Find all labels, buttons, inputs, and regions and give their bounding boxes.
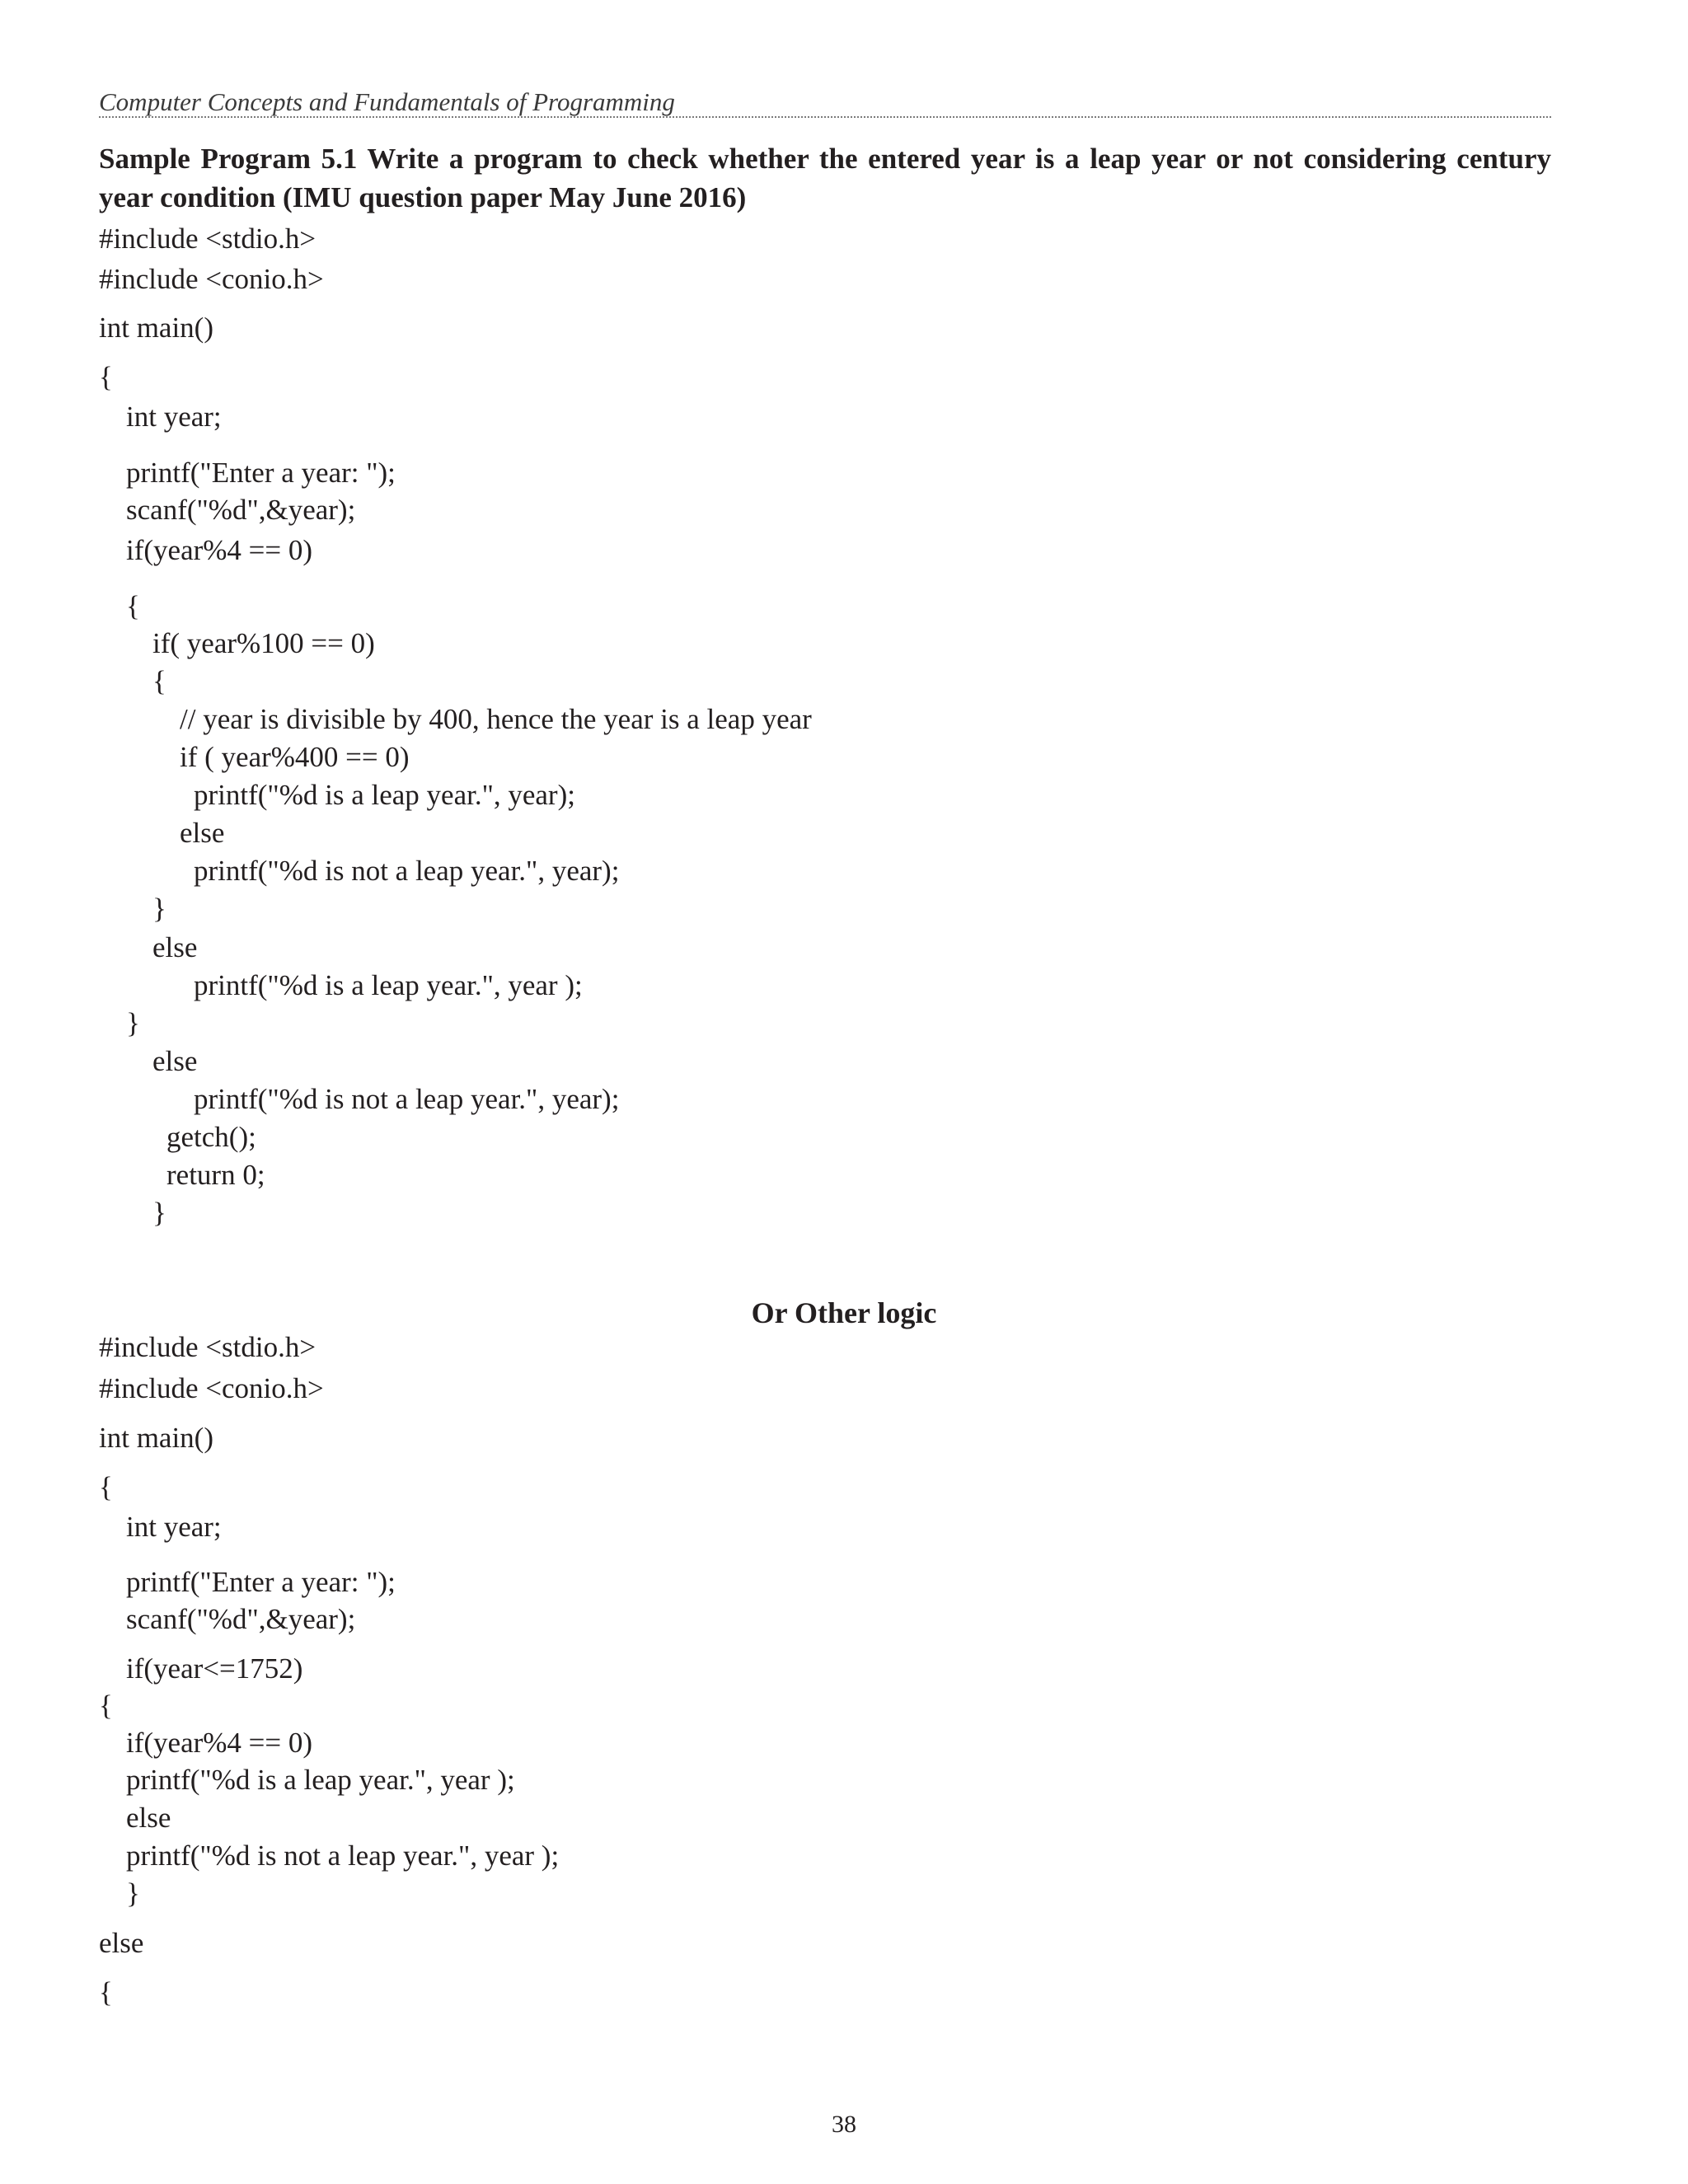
program1-line-1: #include <stdio.h>: [99, 223, 316, 255]
program2-line-7: scanf("%d",&year);: [126, 1603, 356, 1635]
program2-line-13: printf("%d is not a leap year.", year );: [126, 1840, 560, 1872]
program2-line-4: {: [99, 1471, 113, 1503]
program1-line-11: {: [152, 665, 166, 697]
program1-line-17: }: [152, 893, 166, 925]
program2-line-11: printf("%d is a leap year.", year );: [126, 1764, 515, 1796]
program1-line-15: else: [180, 817, 225, 849]
program1-line-23: getch();: [166, 1121, 256, 1153]
program-heading: Sample Program 5.1 Write a program to check whether the entered year is a leap year or not considering century year condition (IMU question paper May June 2016): [99, 143, 1551, 213]
program1-line-2: #include <conio.h>: [99, 263, 324, 295]
program2-line-2: #include <conio.h>: [99, 1372, 324, 1404]
program1-line-3: int main(): [99, 312, 213, 344]
program2-line-9: {: [99, 1690, 113, 1722]
page-number: 38: [832, 2111, 856, 2138]
program1-line-24: return 0;: [166, 1159, 265, 1191]
program1-line-12: // year is divisible by 400, hence the year is a leap year: [180, 703, 812, 735]
program1-line-10: if( year%100 == 0): [152, 627, 375, 659]
program2-line-10: if(year%4 == 0): [126, 1727, 313, 1759]
program2-line-12: else: [126, 1802, 171, 1834]
program2-line-14: }: [126, 1877, 140, 1910]
program2-line-5: int year;: [126, 1511, 222, 1543]
program2-line-3: int main(): [99, 1422, 213, 1454]
program1-line-21: else: [152, 1045, 198, 1077]
program1-line-6: printf("Enter a year: ");: [126, 457, 396, 489]
program2-line-15: else: [99, 1927, 144, 1959]
program1-line-25: }: [152, 1197, 166, 1229]
program1-line-7: scanf("%d",&year);: [126, 494, 356, 526]
header-rule: [99, 116, 1551, 118]
program2-line-16: {: [99, 1976, 113, 2008]
program1-line-14: printf("%d is a leap year.", year);: [194, 779, 575, 811]
program1-line-19: printf("%d is a leap year.", year );: [194, 969, 583, 1001]
program2-line-1: #include <stdio.h>: [99, 1331, 316, 1363]
program1-line-18: else: [152, 931, 198, 963]
program1-line-4: {: [99, 361, 113, 393]
program1-line-16: printf("%d is not a leap year.", year);: [194, 855, 620, 887]
program1-line-13: if ( year%400 == 0): [180, 741, 410, 773]
program1-line-20: }: [126, 1007, 140, 1039]
subheading-other-logic: Or Other logic: [751, 1296, 937, 1329]
program2-line-8: if(year<=1752): [126, 1652, 303, 1685]
running-head: Computer Concepts and Fundamentals of Programming: [99, 87, 675, 116]
program1-line-9: {: [126, 590, 140, 622]
program1-line-5: int year;: [126, 401, 222, 433]
program1-line-8: if(year%4 == 0): [126, 534, 313, 566]
program1-line-22: printf("%d is not a leap year.", year);: [194, 1083, 620, 1115]
program2-line-6: printf("Enter a year: ");: [126, 1566, 396, 1598]
